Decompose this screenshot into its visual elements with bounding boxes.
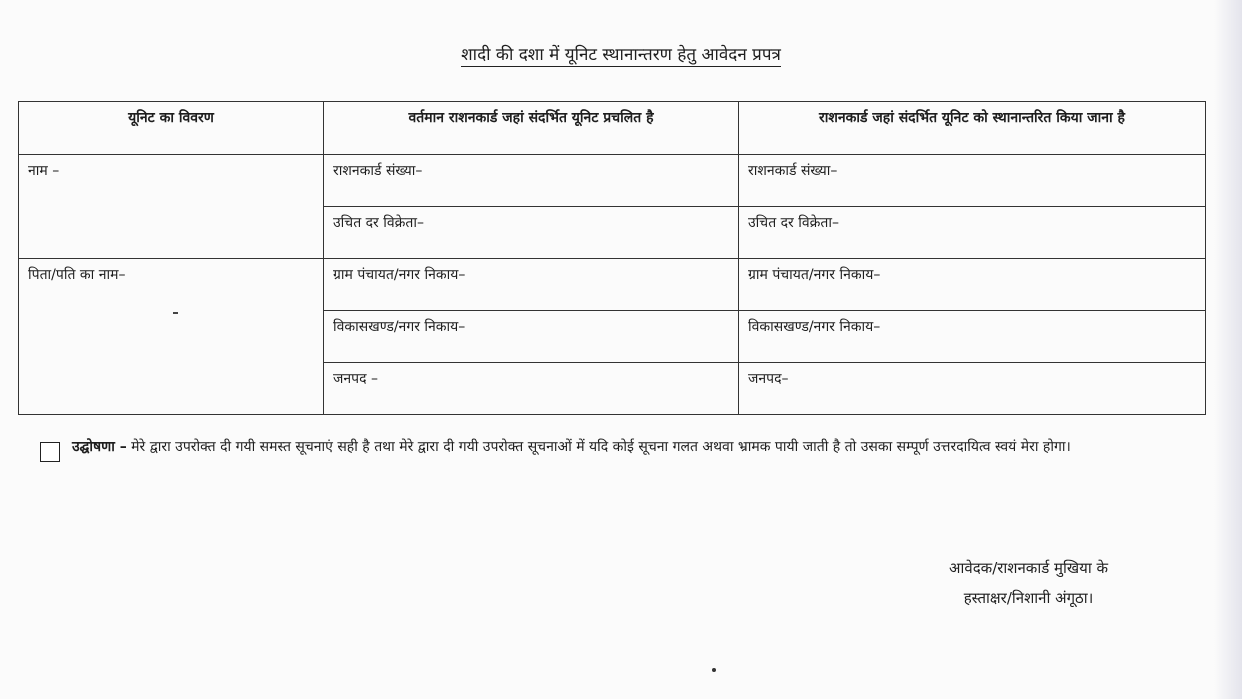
signature-block [949,553,1108,613]
father-husband-name-label: पिता/पति का नाम– [28,267,126,283]
target-district-label: जनपद– [748,371,789,387]
current-ration-card-number-label: राशनकार्ड संख्या– [333,163,423,179]
target-block-cell[interactable] [739,311,1206,363]
table-header-row [19,102,1206,155]
current-district-cell[interactable] [324,363,739,415]
current-block-label: विकासखण्ड/नगर निकाय– [333,319,466,335]
declaration-text: मेरे द्वारा उपरोक्त दी गयी समस्त सूचनाएं सही है तथा मेरे द्वारा दी गयी उपरोक्त सूचनाओं में यदि कोई सूचना गलत अथवा भ्रामक पायी जाती है तो उसका सम्पूर्ण उत्तरदायित्व स्वयं मेरा होगा। [131,439,1071,455]
signature-line-2: हस्ताक्षर/निशानी अंगूठा। [963,589,1094,607]
declaration-label: उद्घोषणा – [72,439,127,455]
current-block-cell[interactable] [324,311,739,363]
father-husband-name-cell[interactable] [19,259,324,415]
target-district-cell[interactable] [739,363,1206,415]
declaration-checkbox[interactable] [40,442,60,462]
target-fair-price-dealer-label: उचित दर विक्रेता– [748,215,839,231]
signature-line-1: आवेदक/राशनकार्ड मुखिया के [949,559,1108,577]
header-current-card: वर्तमान राशनकार्ड जहां संदर्भित यूनिट प्रचलित है [324,102,739,155]
target-fair-price-dealer-cell[interactable] [739,207,1206,259]
current-gram-panchayat-cell[interactable] [324,259,739,311]
target-gram-panchayat-label: ग्राम पंचायत/नगर निकाय– [748,267,881,283]
ink-dot [712,668,716,672]
current-district-label: जनपद – [333,371,378,387]
page-edge-shadow [1214,0,1242,699]
target-gram-panchayat-cell[interactable] [739,259,1206,311]
current-ration-card-number-cell[interactable] [324,155,739,207]
name-cell[interactable] [19,155,324,259]
header-target-card: राशनकार्ड जहां संदर्भित यूनिट को स्थानान्तरित किया जाना है [739,102,1206,155]
target-block-label: विकासखण्ड/नगर निकाय– [748,319,881,335]
current-gram-panchayat-label: ग्राम पंचायत/नगर निकाय– [333,267,466,283]
unit-transfer-table [18,101,1206,415]
current-fair-price-dealer-cell[interactable] [324,207,739,259]
current-fair-price-dealer-label: उचित दर विक्रेता– [333,215,424,231]
table-row [19,259,1206,311]
declaration [40,436,1190,459]
pen-mark [173,312,178,314]
name-label: नाम – [28,163,60,179]
declaration-text-block [72,436,1190,459]
target-ration-card-number-cell[interactable] [739,155,1206,207]
header-unit-details: यूनिट का विवरण [19,102,324,155]
form-title-text: शादी की दशा में यूनिट स्थानान्तरण हेतु आवेदन प्रपत्र [461,45,781,65]
form-title [0,42,1242,65]
target-ration-card-number-label: राशनकार्ड संख्या– [748,163,838,179]
table-row [19,155,1206,207]
